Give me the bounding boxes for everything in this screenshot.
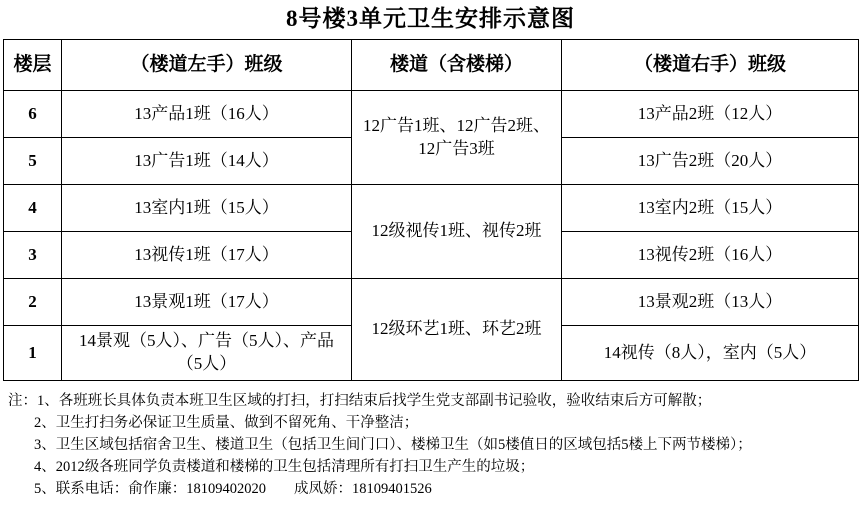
- column-header-right-class: （楼道右手）班级: [562, 40, 859, 91]
- floor-number: 2: [4, 279, 62, 326]
- left-class-cell: 13广告1班（14人）: [62, 138, 352, 185]
- note-item: 4、2012级各班同学负责楼道和楼梯的卫生包括清理所有打扫卫生产生的垃圾；: [34, 459, 535, 476]
- left-class-cell: 13室内1班（15人）: [62, 185, 352, 232]
- schedule-table: [3, 39, 859, 381]
- table-header-row: [4, 40, 859, 91]
- right-class-cell: 13视传2班（16人）: [562, 232, 859, 279]
- left-class-cell: 13产品1班（16人）: [62, 91, 352, 138]
- column-header-floor: 楼层: [4, 40, 62, 91]
- column-header-left-class: （楼道左手）班级: [62, 40, 352, 91]
- right-class-cell: 13广告2班（20人）: [562, 138, 859, 185]
- notes-lead: 注：: [8, 393, 37, 410]
- corridor-cell: 12级环艺1班、环艺2班: [352, 279, 562, 381]
- corridor-cell: 12级视传1班、视传2班: [352, 185, 562, 279]
- floor-number: 5: [4, 138, 62, 185]
- right-class-cell: 14视传（8人），室内（5人）: [562, 326, 859, 381]
- table-row: [4, 91, 859, 138]
- right-class-cell: 13室内2班（15人）: [562, 185, 859, 232]
- column-header-corridor: 楼道（含楼梯）: [352, 40, 562, 91]
- note-item: 3、卫生区域包括宿舍卫生、楼道卫生（包括卫生间门口）、楼梯卫生（如5楼值日的区域包括5楼上下两节楼梯）；: [34, 437, 752, 454]
- table-row: [4, 185, 859, 232]
- contact-person-1: 俞作廉：18109402020: [128, 481, 266, 498]
- left-class-cell: 13景观1班（17人）: [62, 279, 352, 326]
- floor-number: 6: [4, 91, 62, 138]
- notes-section: [0, 390, 861, 500]
- floor-number: 1: [4, 326, 62, 381]
- right-class-cell: 13产品2班（12人）: [562, 91, 859, 138]
- corridor-cell: 12广告1班、12广告2班、12广告3班: [352, 91, 562, 185]
- page-title: 8号楼3单元卫生安排示意图: [286, 6, 575, 31]
- note-item: 2、卫生打扫务必保证卫生质量、做到不留死角、干净整洁；: [34, 415, 419, 432]
- right-class-cell: 13景观2班（13人）: [562, 279, 859, 326]
- left-class-cell: 13视传1班（17人）: [62, 232, 352, 279]
- left-class-cell: 14景观（5人）、广告（5人）、产品（5人）: [62, 326, 352, 381]
- floor-number: 3: [4, 232, 62, 279]
- contact-person-2: 成凤娇：18109401526: [294, 481, 432, 498]
- note-text: 1、各班班长具体负责本班卫生区域的打扫，打扫结束后找学生党支部副书记验收，验收结束后方可解散；: [37, 393, 712, 410]
- note-item: [8, 390, 855, 412]
- table-row: [4, 279, 859, 326]
- note-item-contact: [8, 478, 855, 500]
- contact-label: 5、联系电话：: [34, 481, 129, 498]
- floor-number: 4: [4, 185, 62, 232]
